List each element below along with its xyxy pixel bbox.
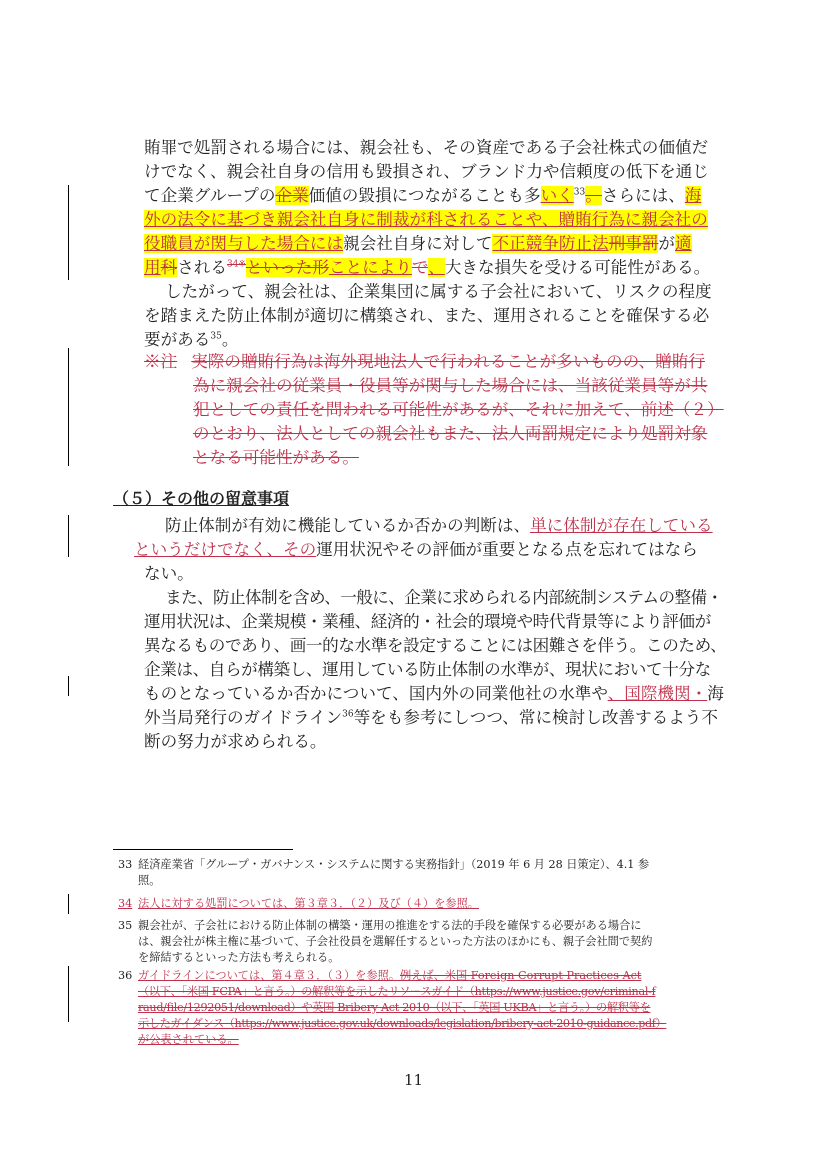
body-line	[134, 538, 704, 562]
deleted-text: 犯としての責任を問われる可能性があるが、それに加えて、前述（２）	[193, 400, 724, 419]
deleted-text: raud/file/1292051/download）や英国 Bribery Act 2010（以下、「英国 UKBA」と言う。）の解釈等を	[138, 1001, 651, 1014]
footnote-36	[118, 968, 718, 984]
text-run: 大きな損失を受ける可能性がある。	[444, 258, 711, 277]
body-line	[165, 514, 735, 538]
deleted-text: ※注	[144, 352, 178, 371]
text-run: 親会社自身に対して	[343, 234, 493, 253]
inserted-text: というだけでなく、その	[134, 540, 317, 559]
inserted-text: いく	[540, 186, 574, 205]
footnote-number: 33	[118, 858, 133, 871]
body-line: したがって、親会社は、企業集団に属する子会社において、リスクの程度	[165, 282, 712, 301]
inserted-text: ことにより	[328, 258, 412, 277]
deleted-text: 示したガイダンス（https://www.justice.gov.uk/downloads/legislation/bribery-act-2010-guidance.pdf）	[138, 1017, 667, 1030]
deleted-note-line	[144, 350, 714, 374]
footnote-separator	[113, 849, 293, 850]
text-run: 防止体制が有効に機能しているか否かの判断は、	[165, 516, 531, 535]
deleted-text: 実際の贈賄行為は海外現地法人で行われることが多いものの、贈賄行	[191, 352, 705, 371]
deleted-text: 。	[585, 186, 602, 205]
footnote-ref: 34※	[226, 259, 246, 270]
body-line	[144, 232, 714, 256]
change-bar	[68, 894, 69, 914]
body-line	[144, 328, 714, 352]
inserted-text: 単に体制が存在している	[530, 516, 713, 535]
deleted-text: 企業	[275, 186, 309, 205]
inserted-text: 外の法令に基づき親会社自身に制裁が科されることや、贈賄行為に親会社の	[144, 210, 708, 229]
footnote-33	[118, 857, 718, 873]
footnote-number: 36	[118, 969, 133, 982]
inserted-text: ガイドラインについては、第４章３．（３）を参照。	[138, 969, 401, 982]
deleted-text: となる可能性がある。	[193, 448, 359, 467]
inserted-text: 、	[428, 258, 445, 277]
deleted-text: のとおり、法人としての親会社もまた、法人両罰規定により処罰対象	[193, 424, 708, 443]
body-line: 断の努力が求められる。	[144, 732, 327, 751]
body-line	[144, 256, 714, 280]
deleted-text: が公表されている。	[138, 1033, 239, 1046]
footnote-ref: 36	[342, 709, 354, 720]
body-line	[144, 208, 714, 232]
change-bar	[68, 676, 69, 696]
inserted-text: 法人に対する処罰については、第３章３．（２）及び（４）を参照。	[138, 897, 479, 910]
deleted-text: （以下、「米国 FCPA」と言う。）の解釈等を示したリソースガイド（https://www.justice.gov/criminal-f	[138, 985, 656, 998]
text-run: 。	[221, 330, 239, 349]
footnote-35	[118, 918, 718, 934]
body-line	[144, 682, 724, 706]
deleted-text: 科	[160, 258, 178, 277]
footnote-text: 親会社が、子会社における防止体制の構築・運用の推進をする法的手段を確保する必要がある場合に	[138, 919, 642, 932]
deleted-text: といった形	[245, 258, 329, 277]
body-line: 異なるものであり、画一的な水準を設定することには困難さを伴う。このため、	[144, 636, 727, 655]
text-run: 海	[707, 684, 724, 703]
footnote-36-cont	[138, 984, 738, 1000]
footnote-35-cont: を締結するといった方法も考えられる。	[138, 951, 340, 964]
inserted-text: 用	[144, 258, 161, 277]
inserted-text: 適	[675, 234, 692, 253]
deleted-text: 刑事罰	[608, 234, 659, 253]
change-bar	[68, 348, 69, 466]
footnote-number: 35	[118, 919, 133, 932]
body-line: また、防止体制を含め、一般に、企業に求められる内部統制システムの整備・	[165, 588, 723, 607]
text-run: される	[177, 258, 227, 277]
footnote-36-cont	[138, 1032, 738, 1048]
section-heading: （５）その他の留意事項	[113, 489, 290, 508]
footnote-34	[118, 896, 718, 912]
text-run: が	[658, 234, 675, 253]
footnote-35-cont: は、親会社が株主権に基づいて、子会社役員を選解任するといった方法のほかにも、親子会社間で契約	[138, 935, 653, 948]
inserted-text: 役職員が関与した場合には	[144, 234, 344, 253]
body-line	[144, 184, 714, 208]
deleted-text: で	[411, 258, 429, 277]
footnote-33-cont: 照。	[138, 874, 161, 887]
inserted-text: 、国際機関・	[607, 684, 708, 703]
body-line: を踏まえた防止体制が適切に構築され、また、運用されることを確保する必	[144, 306, 710, 325]
change-bar	[68, 185, 69, 280]
footnote-number: 34	[118, 897, 133, 910]
text-run: て企業グループの	[144, 186, 276, 205]
footnote-36-cont	[138, 1016, 738, 1032]
body-line: けでなく、親会社自身の信用も毀損され、ブランド力や信頼度の低下を通じ	[144, 162, 709, 181]
body-line: 運用状況は、企業規模・業種、経済的・社会的環境や時代背景等により評価が	[144, 612, 711, 631]
text-run: ものとなっているか否かについて、国内外の同業他社の水準や	[144, 684, 608, 703]
text-run: 等をも参考にしつつ、常に検討し改善するよう不	[353, 708, 718, 727]
text-run: さらには、	[601, 186, 685, 205]
deleted-text: 例えば、米国 Foreign Corrupt Practices Act	[400, 969, 642, 982]
text-run: 外当局発行のガイドライン	[144, 708, 343, 727]
deleted-note-line	[193, 422, 763, 446]
footnote-ref: 35	[210, 331, 222, 342]
inserted-text: 不正競争防止法	[492, 234, 609, 253]
body-line: 企業は、自らが構築し、運用している防止体制の水準が、現状において十分な	[144, 660, 711, 679]
text-run: 運用状況やその評価が重要となる点を忘れてはなら	[316, 540, 698, 559]
inserted-text: 海	[684, 186, 702, 205]
footnote-36-cont	[138, 1000, 738, 1016]
body-line: ない。	[144, 564, 194, 583]
change-bar	[68, 515, 69, 557]
deleted-note-line	[193, 374, 763, 398]
deleted-text: 為に親会社の従業員・役員等が関与した場合には、当該従業員等が共	[193, 376, 708, 395]
deleted-note-line	[193, 398, 763, 422]
footnote-text: 経済産業省「グループ・ガバナンス・システムに関する実務指針」（2019 年 6 月 28 日策定）、4.1 参	[138, 858, 650, 871]
body-line	[144, 706, 718, 730]
body-line: 賄罪で処罰される場合には、親会社も、その資産である子会社株式の価値だ	[144, 138, 709, 157]
change-bar	[68, 966, 69, 1022]
page-number: 11	[403, 1071, 424, 1089]
footnote-ref: 33	[573, 187, 586, 198]
text-run: 価値の毀損につながることも多	[308, 186, 541, 205]
text-run: 要がある	[144, 330, 211, 349]
deleted-note-line	[193, 446, 763, 470]
